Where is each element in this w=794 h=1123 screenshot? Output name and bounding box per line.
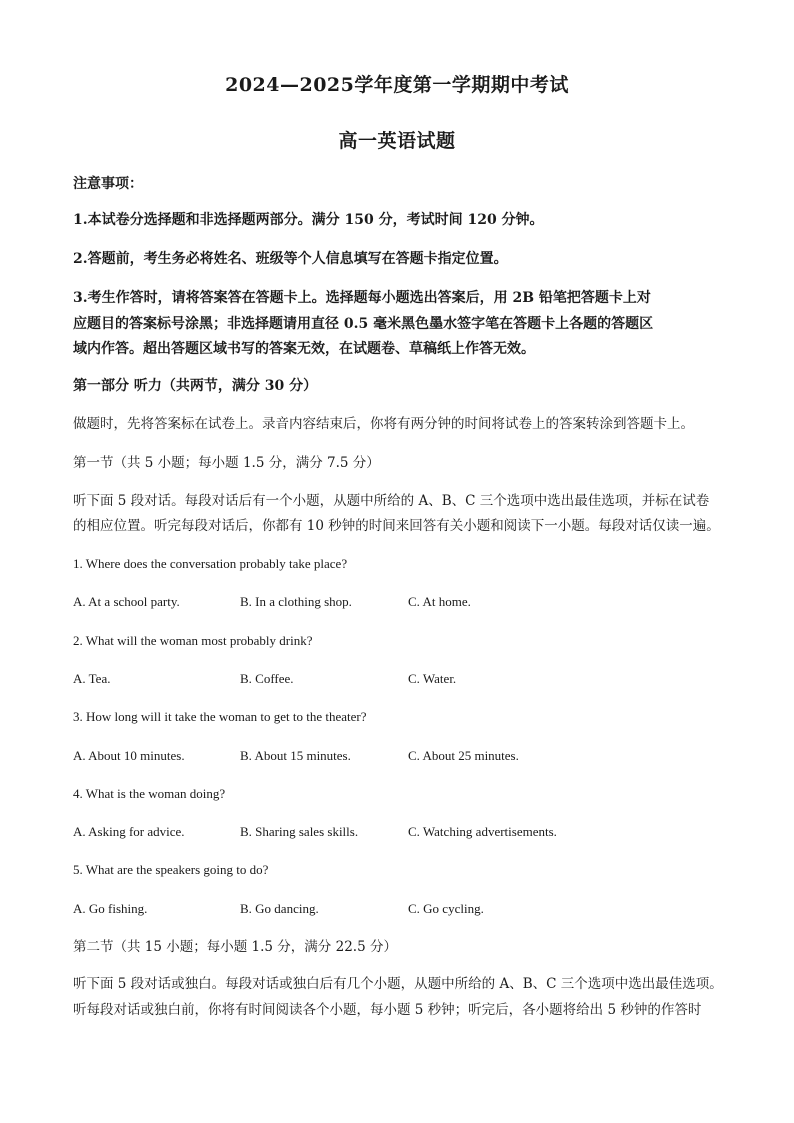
notice-heading: 注意事项： — [73, 176, 143, 192]
exam-title: 2024—2025学年度第一学期期中考试 — [225, 74, 569, 96]
question-1: 1. Where does the conversation probably take place? — [73, 556, 348, 571]
option-a: A. At a school party. — [73, 594, 180, 609]
notice-item-1: 1.本试卷分选择题和非选择题两部分。满分 150 分，考试时间 120 分钟。 — [73, 212, 544, 228]
option-c: C. Go cycling. — [408, 901, 484, 916]
section2-instruction-line-1: 听下面 5 段对话或独白。每段对话或独白后有几个小题，从题中所给的 A、B、C 三个选项中选出最佳选项。 — [73, 976, 723, 992]
notice-item-3-line-3: 域内作答。超出答题区域书写的答案无效，在试题卷、草稿纸上作答无效。 — [73, 341, 535, 357]
option-b: B. Coffee. — [240, 671, 294, 686]
option-b: B. About 15 minutes. — [240, 748, 351, 763]
option-a: A. Asking for advice. — [73, 824, 185, 839]
option-a: A. Go fishing. — [73, 901, 148, 916]
question-3: 3. How long will it take the woman to get to the theater? — [73, 709, 367, 724]
option-a: A. Tea. — [73, 671, 111, 686]
section1-instruction-line-1: 听下面 5 段对话。每段对话后有一个小题，从题中所给的 A、B、C 三个选项中选出最佳选项，并标在试卷 — [73, 493, 710, 509]
notice-item-3-line-1: 3.考生作答时，请将答案答在答题卡上。选择题每小题选出答案后，用 2B 铅笔把答题卡上对 — [73, 290, 651, 306]
option-b: B. In a clothing shop. — [240, 594, 352, 609]
section1-instruction-line-2: 的相应位置。听完每段对话后，你都有 10 秒钟的时间来回答有关小题和阅读下一小题。每段对话仅读一遍。 — [73, 518, 720, 534]
section1-heading: 第一节（共 5 小题；每小题 1.5 分，满分 7.5 分） — [73, 455, 380, 471]
section2-instruction-line-2: 听每段对话或独白前，你将有时间阅读各个小题，每小题 5 秒钟；听完后，各小题将给出 5 秒钟的作答时 — [73, 1002, 702, 1018]
part1-heading: 第一部分 听力（共两节，满分 30 分） — [73, 378, 318, 394]
option-c: C. Watching advertisements. — [408, 824, 557, 839]
notice-item-2: 2.答题前，考生务必将姓名、班级等个人信息填写在答题卡指定位置。 — [73, 251, 508, 267]
notice-item-3-line-2: 应题目的答案标号涂黑；非选择题请用直径 0.5 毫米黑色墨水签字笔在答题卡上各题的答题区 — [73, 316, 654, 332]
option-b: B. Sharing sales skills. — [240, 824, 359, 839]
question-5: 5. What are the speakers going to do? — [73, 862, 269, 877]
question-2: 2. What will the woman most probably drink? — [73, 633, 313, 648]
option-c: C. About 25 minutes. — [408, 748, 519, 763]
exam-subtitle: 高一英语试题 — [338, 130, 456, 152]
option-a: A. About 10 minutes. — [73, 748, 185, 763]
question-4: 4. What is the woman doing? — [73, 786, 226, 801]
option-b: B. Go dancing. — [240, 901, 319, 916]
option-c: C. Water. — [408, 671, 457, 686]
section2-heading: 第二节（共 15 小题；每小题 1.5 分，满分 22.5 分） — [73, 939, 397, 955]
option-c: C. At home. — [408, 594, 471, 609]
part1-instruction: 做题时，先将答案标在试卷上。录音内容结束后，你将有两分钟的时间将试卷上的答案转涂到答题卡上。 — [73, 416, 694, 432]
